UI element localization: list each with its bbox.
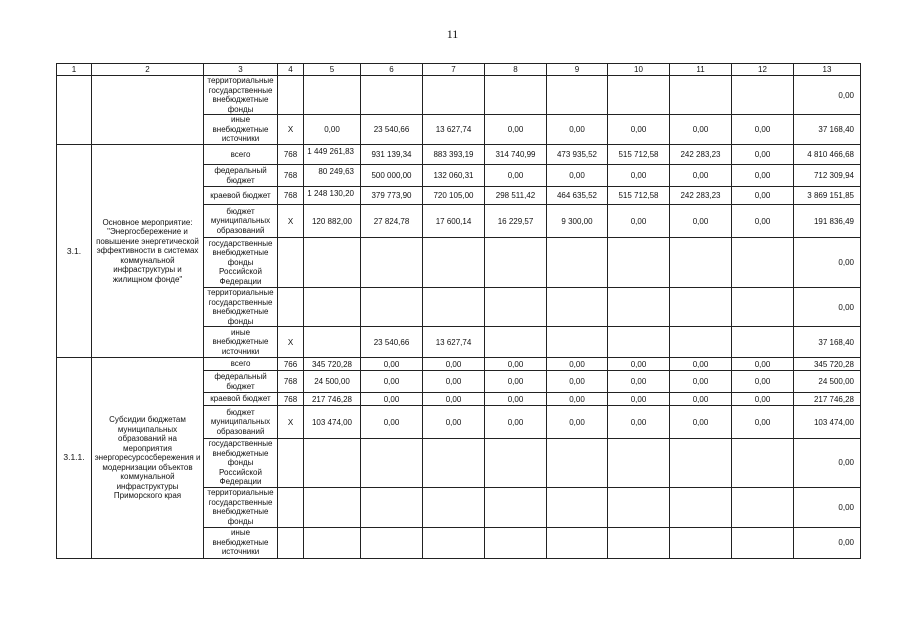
total-value: 0,00	[794, 288, 861, 327]
year-value	[361, 439, 423, 488]
grbs-code: 768	[278, 371, 304, 393]
grbs-code	[278, 76, 304, 115]
year-value: 515 712,58	[608, 187, 670, 205]
header-row	[57, 64, 861, 76]
year-value	[732, 527, 794, 558]
year-value: 120 882,00	[304, 205, 361, 238]
year-value: 0,00	[485, 115, 547, 145]
year-value: 0,00	[547, 406, 608, 439]
year-value	[670, 76, 732, 115]
funding-source: краевой бюджет	[204, 393, 278, 406]
year-value: 0,00	[485, 406, 547, 439]
column-header: 6	[361, 64, 423, 76]
funding-source: иные внебюджетные источники	[204, 327, 278, 358]
funding-source: территориальные государственные внебюджетные фонды	[204, 288, 278, 327]
year-value: 0,00	[485, 393, 547, 406]
year-value	[361, 527, 423, 558]
year-value: 27 824,78	[361, 205, 423, 238]
year-value: 0,00	[423, 406, 485, 439]
column-header: 7	[423, 64, 485, 76]
activity-name: Основное мероприятие: "Энергосбережение и повышение энергетической эффективности в системах коммунальной инфраструктуры и жилищном фонде"	[92, 145, 204, 358]
table-row	[57, 76, 861, 115]
year-value: 1 248 130,20	[304, 187, 361, 205]
column-header: 13	[794, 64, 861, 76]
column-header: 2	[92, 64, 204, 76]
total-value: 0,00	[794, 76, 861, 115]
year-value: 314 740,99	[485, 145, 547, 165]
year-value	[423, 527, 485, 558]
year-value: 0,00	[732, 371, 794, 393]
year-value: 0,00	[732, 205, 794, 238]
year-value: 515 712,58	[608, 145, 670, 165]
year-value: 0,00	[608, 358, 670, 371]
year-value	[304, 439, 361, 488]
budget-table	[56, 63, 861, 559]
column-header: 4	[278, 64, 304, 76]
total-value: 0,00	[794, 439, 861, 488]
row-code: 3.1.	[57, 145, 92, 358]
year-value: 16 229,57	[485, 205, 547, 238]
column-header: 1	[57, 64, 92, 76]
total-value: 3 869 151,85	[794, 187, 861, 205]
funding-source: государственные внебюджетные фонды Российской Федерации	[204, 238, 278, 288]
funding-source: государственные внебюджетные фонды Российской Федерации	[204, 439, 278, 488]
year-value: 0,00	[361, 406, 423, 439]
year-value	[547, 527, 608, 558]
year-value	[547, 288, 608, 327]
year-value: 0,00	[670, 358, 732, 371]
year-value: 0,00	[670, 205, 732, 238]
total-value: 4 810 466,68	[794, 145, 861, 165]
year-value	[547, 238, 608, 288]
table-row	[57, 358, 861, 371]
year-value: 0,00	[547, 393, 608, 406]
year-value: 0,00	[361, 358, 423, 371]
year-value	[547, 439, 608, 488]
total-value: 103 474,00	[794, 406, 861, 439]
year-value: 242 283,23	[670, 145, 732, 165]
grbs-code	[278, 238, 304, 288]
funding-source: федеральный бюджет	[204, 165, 278, 187]
year-value: 0,00	[670, 115, 732, 145]
year-value	[304, 288, 361, 327]
year-value	[732, 238, 794, 288]
year-value: 0,00	[608, 371, 670, 393]
year-value: 0,00	[423, 371, 485, 393]
total-value: 0,00	[794, 487, 861, 527]
year-value	[732, 487, 794, 527]
year-value: 13 627,74	[423, 327, 485, 358]
grbs-code	[278, 487, 304, 527]
year-value	[485, 487, 547, 527]
year-value: 473 935,52	[547, 145, 608, 165]
table-row	[57, 145, 861, 165]
year-value	[485, 238, 547, 288]
year-value	[361, 288, 423, 327]
funding-source: территориальные государственные внебюджетные фонды	[204, 487, 278, 527]
year-value: 0,00	[304, 115, 361, 145]
funding-source: всего	[204, 145, 278, 165]
year-value: 0,00	[732, 393, 794, 406]
year-value: 23 540,66	[361, 327, 423, 358]
year-value	[423, 288, 485, 327]
year-value: 103 474,00	[304, 406, 361, 439]
total-value: 37 168,40	[794, 327, 861, 358]
year-value	[608, 527, 670, 558]
year-value: 9 300,00	[547, 205, 608, 238]
year-value: 0,00	[361, 371, 423, 393]
year-value	[732, 76, 794, 115]
total-value: 24 500,00	[794, 371, 861, 393]
column-header: 9	[547, 64, 608, 76]
column-header: 11	[670, 64, 732, 76]
column-header: 10	[608, 64, 670, 76]
grbs-code: X	[278, 406, 304, 439]
total-value: 37 168,40	[794, 115, 861, 145]
year-value	[361, 76, 423, 115]
year-value	[608, 288, 670, 327]
grbs-code: 768	[278, 187, 304, 205]
year-value	[608, 487, 670, 527]
grbs-code: 768	[278, 165, 304, 187]
year-value: 0,00	[732, 187, 794, 205]
year-value: 345 720,28	[304, 358, 361, 371]
funding-source: бюджет муниципальных образований	[204, 205, 278, 238]
year-value	[670, 238, 732, 288]
year-value: 0,00	[608, 205, 670, 238]
year-value	[304, 527, 361, 558]
year-value	[670, 527, 732, 558]
year-value	[304, 327, 361, 358]
year-value	[608, 439, 670, 488]
year-value	[423, 439, 485, 488]
year-value	[670, 487, 732, 527]
year-value: 217 746,28	[304, 393, 361, 406]
total-value: 0,00	[794, 238, 861, 288]
activity-name: Субсидии бюджетам муниципальных образований на мероприятия энергоресурсосбережения и модернизации объектов коммунальной инфраструктуры Приморского края	[92, 358, 204, 559]
year-value: 931 139,34	[361, 145, 423, 165]
year-value	[485, 439, 547, 488]
year-value: 17 600,14	[423, 205, 485, 238]
year-value	[485, 76, 547, 115]
activity-name	[92, 76, 204, 145]
funding-source: всего	[204, 358, 278, 371]
year-value	[485, 288, 547, 327]
year-value: 0,00	[732, 358, 794, 371]
year-value: 132 060,31	[423, 165, 485, 187]
year-value: 0,00	[608, 115, 670, 145]
year-value	[732, 327, 794, 358]
year-value: 720 105,00	[423, 187, 485, 205]
year-value: 0,00	[485, 371, 547, 393]
grbs-code	[278, 439, 304, 488]
total-value: 217 746,28	[794, 393, 861, 406]
year-value: 0,00	[423, 358, 485, 371]
year-value: 0,00	[547, 358, 608, 371]
funding-source: иные внебюджетные источники	[204, 527, 278, 558]
total-value: 345 720,28	[794, 358, 861, 371]
total-value: 712 309,94	[794, 165, 861, 187]
row-code: 3.1.1.	[57, 358, 92, 559]
year-value: 0,00	[670, 406, 732, 439]
year-value	[670, 327, 732, 358]
year-value: 298 511,42	[485, 187, 547, 205]
year-value	[608, 238, 670, 288]
grbs-code: X	[278, 205, 304, 238]
column-header: 12	[732, 64, 794, 76]
year-value: 80 249,63	[304, 165, 361, 187]
year-value	[361, 238, 423, 288]
year-value: 0,00	[608, 165, 670, 187]
year-value	[547, 327, 608, 358]
year-value	[670, 439, 732, 488]
column-header: 3	[204, 64, 278, 76]
year-value	[485, 327, 547, 358]
year-value: 379 773,90	[361, 187, 423, 205]
year-value	[304, 238, 361, 288]
year-value: 464 635,52	[547, 187, 608, 205]
grbs-code: X	[278, 327, 304, 358]
grbs-code	[278, 527, 304, 558]
year-value	[485, 527, 547, 558]
year-value	[361, 487, 423, 527]
year-value	[423, 76, 485, 115]
page-number: 11	[446, 27, 459, 41]
year-value: 0,00	[732, 115, 794, 145]
year-value: 13 627,74	[423, 115, 485, 145]
year-value: 0,00	[485, 165, 547, 187]
year-value	[608, 327, 670, 358]
year-value: 0,00	[423, 393, 485, 406]
column-header: 5	[304, 64, 361, 76]
year-value: 883 393,19	[423, 145, 485, 165]
year-value	[423, 238, 485, 288]
year-value	[547, 76, 608, 115]
year-value	[732, 439, 794, 488]
year-value	[608, 76, 670, 115]
total-value: 0,00	[794, 527, 861, 558]
year-value: 0,00	[732, 145, 794, 165]
year-value	[304, 487, 361, 527]
year-value	[423, 487, 485, 527]
funding-source: федеральный бюджет	[204, 371, 278, 393]
grbs-code	[278, 288, 304, 327]
funding-source: иные внебюджетные источники	[204, 115, 278, 145]
year-value: 500 000,00	[361, 165, 423, 187]
year-value: 0,00	[670, 371, 732, 393]
year-value: 0,00	[732, 165, 794, 187]
row-code	[57, 76, 92, 145]
year-value: 23 540,66	[361, 115, 423, 145]
year-value: 0,00	[547, 165, 608, 187]
total-value: 191 836,49	[794, 205, 861, 238]
year-value: 0,00	[670, 393, 732, 406]
funding-source: краевой бюджет	[204, 187, 278, 205]
grbs-code: 768	[278, 393, 304, 406]
year-value	[547, 487, 608, 527]
year-value: 0,00	[547, 371, 608, 393]
year-value: 0,00	[608, 406, 670, 439]
year-value: 0,00	[485, 358, 547, 371]
year-value	[304, 76, 361, 115]
year-value: 0,00	[608, 393, 670, 406]
year-value: 1 449 261,83	[304, 145, 361, 165]
year-value: 242 283,23	[670, 187, 732, 205]
funding-source: территориальные государственные внебюджетные фонды	[204, 76, 278, 115]
year-value: 0,00	[732, 406, 794, 439]
year-value	[732, 288, 794, 327]
grbs-code: X	[278, 115, 304, 145]
year-value: 24 500,00	[304, 371, 361, 393]
year-value: 0,00	[670, 165, 732, 187]
funding-source: бюджет муниципальных образований	[204, 406, 278, 439]
column-header: 8	[485, 64, 547, 76]
year-value: 0,00	[547, 115, 608, 145]
year-value	[670, 288, 732, 327]
year-value: 0,00	[361, 393, 423, 406]
grbs-code: 766	[278, 358, 304, 371]
grbs-code: 768	[278, 145, 304, 165]
